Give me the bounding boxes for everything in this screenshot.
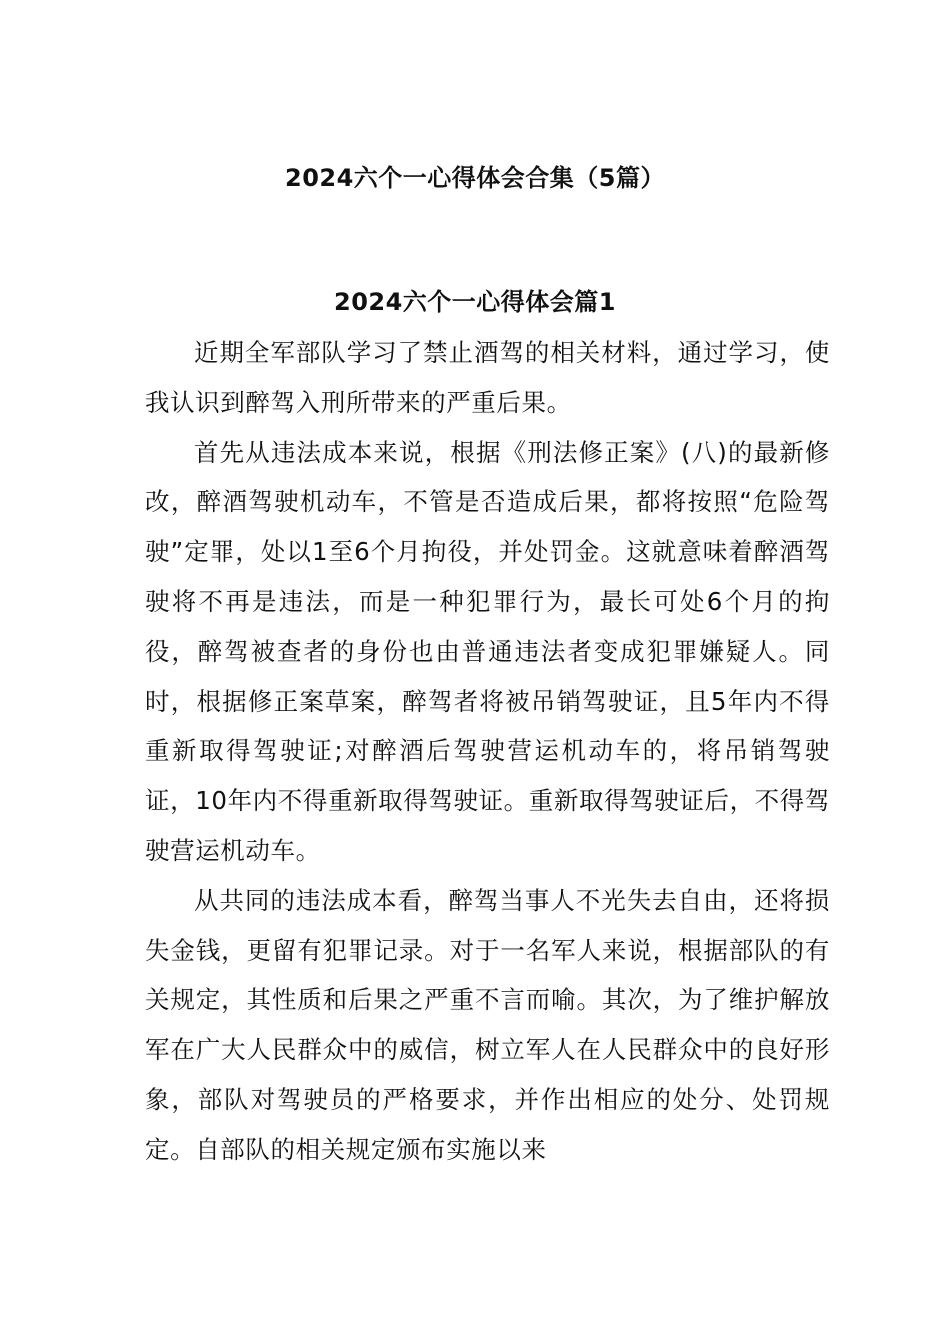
section-title: 2024六个一心得体会篇1 — [334, 288, 616, 316]
paragraph: 近期全军部队学习了禁止酒驾的相关材料，通过学习，使我认识到醉驾入刑所带来的严重后果。 — [145, 338, 830, 417]
paragraph: 首先从违法成本来说，根据《刑法修正案》(八)的最新修改，醉酒驾驶机动车，不管是否造成后果，都将按照“危险驾驶”定罪，处以1至6个月拘役，并处罚金。这就意味着醉酒驾驶将不再是违法，而是一种犯罪行为，最长可处6个月的拘役，醉驾被查者的身份也由普通违法者变成犯罪嫌疑人。同时，根据修正案草案，醉驾者将被吊销驾驶证，且5年内不得重新取得驾驶证;对醉酒后驾驶营运机动车的，将吊销驾驶证，10年内不得重新取得驾驶证。重新取得驾驶证后，不得驾驶营运机动车。 — [145, 437, 830, 865]
document-title: 2024六个一心得体会合集（5篇） — [285, 164, 665, 192]
body-text — [145, 328, 830, 1175]
paragraph: 从共同的违法成本看，醉驾当事人不光失去自由，还将损失金钱，更留有犯罪记录。对于一名军人来说，根据部队的有关规定，其性质和后果之严重不言而喻。其次，为了维护解放军在广大人民群众中的威信，树立军人在人民群众中的良好形象，部队对驾驶员的严格要求，并作出相应的处分、处罚规定。自部队的相关规定颁布实施以来 — [145, 885, 830, 1164]
